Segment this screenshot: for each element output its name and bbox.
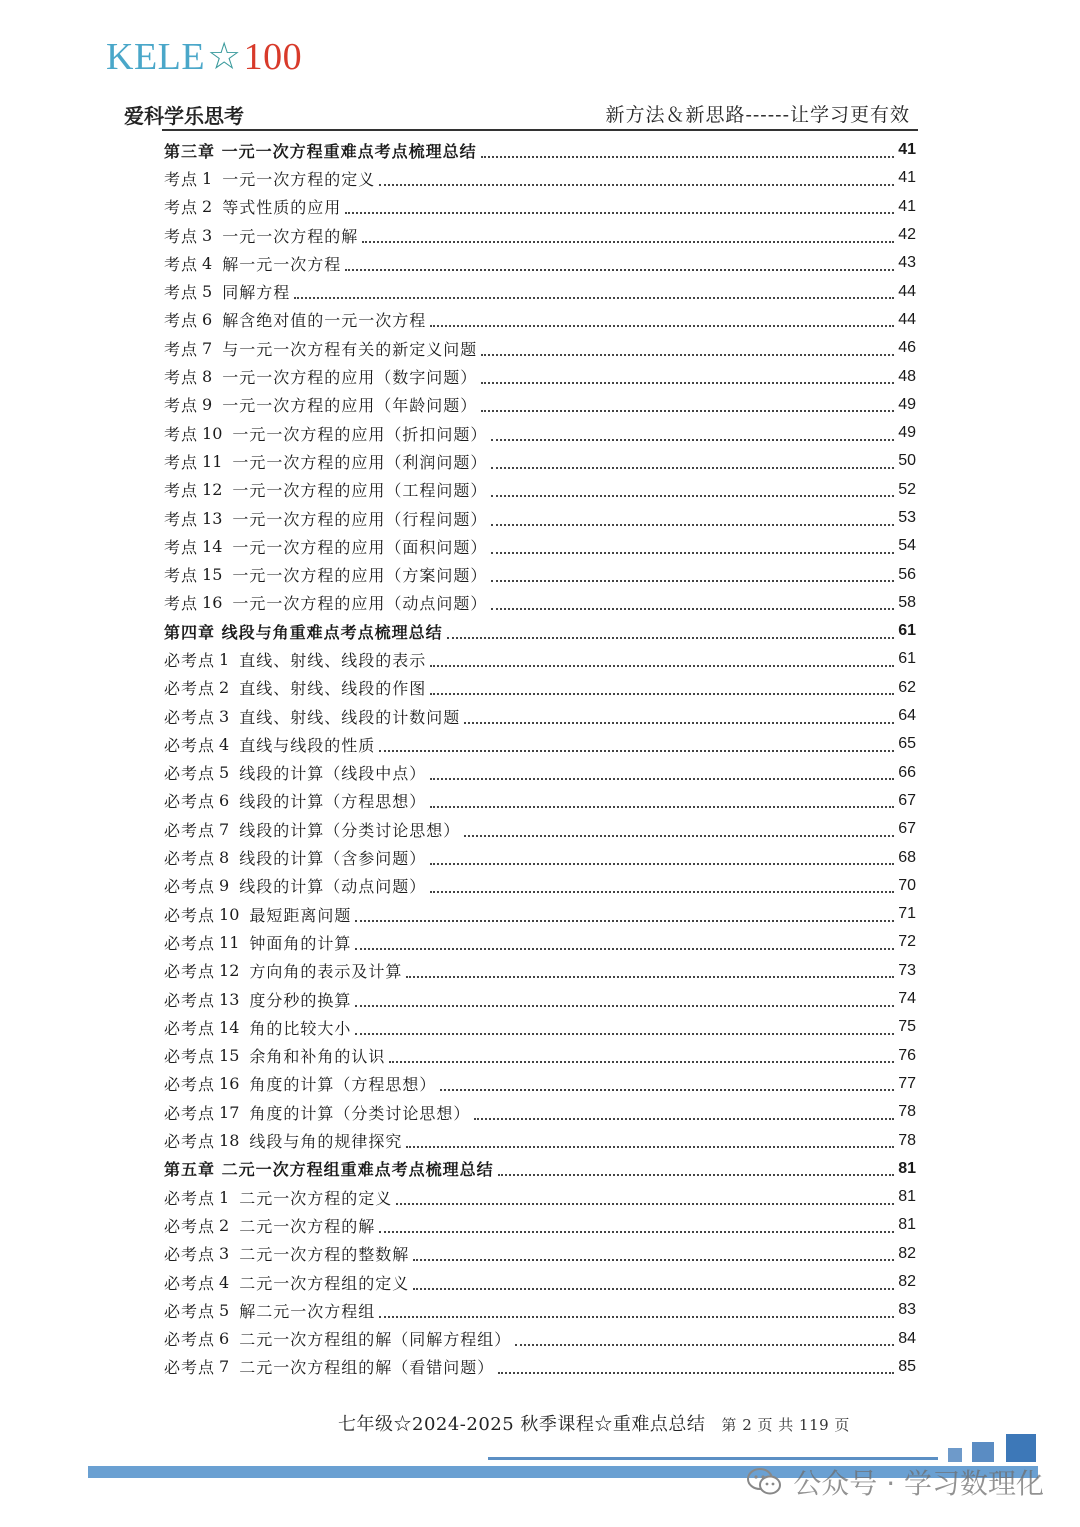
toc-entry[interactable] [164,957,916,985]
logo-kele: KELE [106,36,206,78]
toc-entry-title: 一元一次方程的应用（利润问题） [232,452,488,472]
toc-entry[interactable] [164,1353,916,1381]
toc-entry-title: 一元一次方程的应用（面积问题） [232,537,488,557]
toc-entry-title: 直线、射线、线段的计数问题 [239,707,461,727]
toc-entry-prefix: 考点 [164,226,199,246]
toc-entry[interactable] [164,730,916,758]
toc-entry-number: 3 [219,706,230,726]
toc-entry-number: 12 [219,961,240,981]
toc-page-number: 85 [898,1357,916,1375]
toc-leader-dots [355,919,894,922]
toc-entry-prefix: 考点 [164,368,199,388]
toc-entry-prefix: 考点 [164,254,199,274]
table-of-contents [164,136,916,1381]
toc-leader-dots [481,381,894,384]
toc-entry-number: 1 [219,649,230,669]
toc-entry-title: 同解方程 [222,283,291,303]
toc-entry-number: 17 [219,1102,240,1122]
toc-entry-number: 13 [219,989,240,1009]
toc-entry-prefix: 考点 [164,481,199,501]
toc-entry-title: 二元一次方程组的解（同解方程组） [239,1330,512,1350]
toc-entry-prefix: 必考点 [164,650,216,670]
toc-entry-prefix: 必考点 [164,1047,216,1067]
toc-entry-title: 一元一次方程的应用（工程问题） [232,481,488,501]
toc-leader-dots [491,438,894,441]
toc-entry-title: 钟面角的计算 [249,933,352,953]
toc-entry-prefix: 必考点 [164,1301,216,1321]
toc-page-number: 65 [898,735,916,753]
toc-entry[interactable] [164,843,916,871]
toc-leader-dots [389,1060,894,1063]
toc-entry-title: 一元一次方程的定义 [222,169,376,189]
toc-entry[interactable] [164,249,916,277]
toc-leader-dots [491,466,894,469]
wechat-icon [747,1468,781,1496]
toc-entry-title: 一元一次方程的解 [222,226,359,246]
toc-entry-number: 4 [219,1272,230,1292]
toc-entry-title: 一元一次方程的应用（折扣问题） [232,424,488,444]
toc-entry-title: 一元一次方程的应用（年龄问题） [222,396,478,416]
logo-star-icon: ☆ [207,36,242,78]
toc-leader-dots [413,1258,894,1261]
toc-entry-number: 8 [219,848,230,868]
toc-leader-dots [491,523,894,526]
toc-entry-prefix: 必考点 [164,735,216,755]
toc-leader-dots [379,1230,894,1233]
toc-entry-title: 角度的计算（分类讨论思想） [249,1103,471,1123]
toc-entry-title: 二元一次方程的定义 [239,1188,393,1208]
toc-entry-number: 4 [219,734,230,754]
toc-entry-prefix: 必考点 [164,905,216,925]
toc-leader-dots [430,664,894,667]
toc-page-number: 62 [898,678,916,696]
toc-entry-title: 最短距离问题 [249,905,352,925]
toc-entry[interactable] [164,1013,916,1041]
toc-entry-number: 4 [202,253,213,273]
toc-entry-title: 二元一次方程的解 [239,1216,376,1236]
toc-entry-prefix: 考点 [164,339,199,359]
toc-entry-title: 与一元一次方程有关的新定义问题 [222,339,478,359]
toc-entry[interactable] [164,985,916,1013]
toc-entry[interactable] [164,759,916,787]
toc-page-number: 61 [898,622,916,640]
toc-page-number: 84 [898,1329,916,1347]
toc-leader-dots [491,551,894,554]
toc-entry-title: 线段与角的规律探究 [249,1132,403,1152]
toc-page-number: 77 [898,1074,916,1092]
toc-entry-prefix: 必考点 [164,820,216,840]
toc-page-number: 49 [898,395,916,413]
toc-entry[interactable] [164,1042,916,1070]
toc-entry[interactable] [164,928,916,956]
toc-page-number: 41 [898,169,916,187]
toc-entry-title: 线段的计算（动点问题） [239,877,427,897]
toc-entry-prefix: 必考点 [164,1132,216,1152]
toc-page-number: 82 [898,1244,916,1262]
toc-entry-prefix: 考点 [164,537,199,557]
toc-leader-dots [355,1004,894,1007]
toc-leader-dots [481,155,894,158]
toc-entry-number: 5 [219,1300,230,1320]
toc-entry[interactable] [164,334,916,362]
brand-slogan: 爱科学乐思考 [124,104,244,128]
toc-page-number: 74 [898,990,916,1008]
toc-entry-number: 2 [219,678,230,698]
toc-leader-dots [430,324,894,327]
toc-entry-title: 二元一次方程的整数解 [239,1245,410,1265]
footer-square-large [1006,1434,1036,1462]
toc-entry-title: 二元一次方程组的解（看错问题） [239,1358,495,1378]
toc-entry-number: 13 [202,508,223,528]
toc-page-number: 81 [898,1159,916,1177]
toc-leader-dots [430,862,894,865]
toc-entry-prefix: 考点 [164,311,199,331]
toc-page-number: 44 [898,282,916,300]
toc-page-number: 66 [898,763,916,781]
toc-leader-dots [498,1371,894,1374]
toc-entry[interactable] [164,306,916,334]
toc-leader-dots [430,777,894,780]
toc-entry-prefix: 考点 [164,509,199,529]
toc-entry-prefix: 必考点 [164,1245,216,1265]
toc-page-number: 78 [898,1131,916,1149]
toc-page-number: 83 [898,1301,916,1319]
toc-page-number: 53 [898,509,916,526]
toc-page-number: 48 [898,367,916,385]
toc-entry[interactable] [164,645,916,673]
footer-course-title: 七年级☆2024-2025 秋季课程☆重难点总结 [338,1414,706,1435]
toc-entry-title: 直线、射线、线段的表示 [239,650,427,670]
toc-entry-title: 线段的计算（分类讨论思想） [239,820,461,840]
toc-entry-number: 11 [219,932,240,952]
toc-entry[interactable] [164,1098,916,1126]
toc-entry-title: 角的比较大小 [249,1018,352,1038]
toc-page-number: 67 [898,820,916,838]
toc-entry-prefix: 必考点 [164,1216,216,1236]
toc-entry[interactable] [164,674,916,702]
toc-page-number: 52 [898,480,916,498]
toc-leader-dots [498,1173,894,1176]
toc-entry-number: 16 [219,1074,240,1094]
toc-chapter-label: 第三章 一元一次方程重难点考点梳理总结 [164,141,477,161]
footer-square-medium [972,1442,994,1462]
toc-page-number: 49 [898,424,916,442]
toc-chapter[interactable] [164,617,916,645]
toc-entry[interactable] [164,164,916,192]
toc-entry[interactable] [164,221,916,249]
toc-leader-dots [406,975,894,978]
toc-entry-number: 1 [219,1187,230,1207]
toc-entry-number: 10 [219,904,240,924]
toc-entry-prefix: 必考点 [164,792,216,812]
toc-entry-title: 解含绝对值的一元一次方程 [222,311,427,331]
toc-entry-prefix: 必考点 [164,933,216,953]
toc-entry[interactable] [164,1211,916,1239]
toc-entry-number: 1 [202,168,213,188]
toc-entry-number: 2 [202,197,213,217]
toc-entry[interactable] [164,391,916,419]
toc-entry-title: 余角和补角的认识 [249,1047,386,1067]
toc-entry-prefix: 考点 [164,566,199,586]
toc-entry-prefix: 必考点 [164,1358,216,1378]
toc-leader-dots [413,1287,894,1290]
toc-entry-title: 线段的计算（方程思想） [239,792,427,812]
toc-entry[interactable] [164,277,916,305]
toc-entry-number: 14 [202,536,223,556]
toc-leader-dots [396,1202,894,1205]
toc-entry-title: 一元一次方程的应用（数字问题） [222,368,478,388]
toc-entry[interactable] [164,362,916,390]
toc-entry[interactable] [164,702,916,730]
toc-entry[interactable] [164,560,916,588]
toc-entry-prefix: 必考点 [164,764,216,784]
toc-entry[interactable] [164,532,916,560]
toc-entry-title: 直线、射线、线段的作图 [239,679,427,699]
toc-leader-dots [430,692,894,695]
toc-entry[interactable] [164,447,916,475]
toc-entry-number: 18 [219,1131,240,1151]
toc-page-number: 44 [898,310,916,328]
toc-entry[interactable] [164,419,916,447]
toc-entry-prefix: 考点 [164,424,199,444]
toc-page-number: 68 [898,848,916,866]
toc-leader-dots [491,607,894,610]
toc-chapter-label: 第四章 线段与角重难点考点梳理总结 [164,622,443,642]
watermark [747,1462,1044,1502]
toc-chapter[interactable] [164,136,916,164]
toc-leader-dots [345,268,894,271]
toc-entry-prefix: 必考点 [164,1273,216,1293]
toc-entry-number: 6 [219,791,230,811]
toc-entry-prefix: 必考点 [164,990,216,1010]
toc-leader-dots [464,721,894,724]
toc-leader-dots [481,409,894,412]
toc-entry-prefix: 必考点 [164,707,216,727]
toc-entry[interactable] [164,476,916,504]
toc-page-number: 46 [898,339,916,357]
logo-100: 100 [243,36,303,78]
toc-entry-prefix: 考点 [164,198,199,218]
toc-leader-dots [294,296,894,299]
toc-leader-dots [355,947,894,950]
toc-leader-dots [406,1145,894,1148]
watermark-text: 公众号 · 学习数理化 [793,1467,1044,1500]
toc-page-number: 75 [898,1018,916,1036]
toc-entry-prefix: 必考点 [164,849,216,869]
toc-entry[interactable] [164,1268,916,1296]
toc-page-number: 67 [898,791,916,809]
toc-entry-title: 线段的计算（线段中点） [239,764,427,784]
toc-page-number: 43 [898,254,916,272]
header-motto: 新方法＆新思路------让学习更有效 [605,104,910,126]
toc-entry[interactable] [164,504,916,532]
toc-leader-dots [464,834,894,837]
toc-page-number: 82 [898,1273,916,1291]
toc-entry[interactable] [164,1324,916,1352]
toc-page-number: 72 [898,933,916,951]
toc-entry[interactable] [164,589,916,617]
toc-page-number: 81 [898,1216,916,1234]
toc-leader-dots [447,636,894,639]
toc-entry[interactable] [164,1183,916,1211]
toc-entry-number: 5 [202,282,213,302]
toc-entry-prefix: 必考点 [164,679,216,699]
toc-entry-title: 二元一次方程组的定义 [239,1273,410,1293]
toc-entry-title: 解一元一次方程 [222,254,342,274]
toc-entry-prefix: 考点 [164,594,199,614]
footer-course [338,1410,850,1436]
toc-entry-prefix: 考点 [164,452,199,472]
toc-page-number: 64 [898,707,916,725]
toc-entry-number: 7 [219,1357,230,1377]
toc-chapter[interactable] [164,1155,916,1183]
toc-entry-prefix: 必考点 [164,1188,216,1208]
toc-entry-title: 一元一次方程的应用（行程问题） [232,509,488,529]
toc-entry[interactable] [164,787,916,815]
toc-entry-title: 一元一次方程的应用（动点问题） [232,594,488,614]
toc-entry-number: 9 [202,395,213,415]
toc-entry[interactable] [164,815,916,843]
toc-entry-prefix: 必考点 [164,962,216,982]
toc-entry[interactable] [164,1240,916,1268]
toc-page-number: 78 [898,1103,916,1121]
toc-leader-dots [440,1088,894,1091]
toc-leader-dots [515,1343,894,1346]
toc-entry-number: 6 [202,310,213,330]
toc-page-number: 58 [898,593,916,611]
toc-entry[interactable] [164,193,916,221]
toc-leader-dots [345,211,894,214]
toc-page-number: 41 [898,141,916,159]
toc-entry-title: 度分秒的换算 [249,990,352,1010]
toc-entry-prefix: 考点 [164,396,199,416]
toc-entry-number: 5 [219,763,230,783]
toc-leader-dots [481,353,894,356]
toc-entry-title: 解二元一次方程组 [239,1301,376,1321]
toc-entry-number: 9 [219,876,230,896]
footer-divider [488,1457,938,1460]
toc-entry-number: 2 [219,1215,230,1235]
toc-entry[interactable] [164,1070,916,1098]
toc-page-number: 42 [898,226,916,244]
toc-leader-dots [379,1315,894,1318]
toc-entry-title: 一元一次方程的应用（方案问题） [232,566,488,586]
footer-square-small [948,1448,962,1462]
toc-leader-dots [491,494,894,497]
toc-page-number: 76 [898,1046,916,1064]
toc-page-number: 71 [898,905,916,923]
toc-entry-number: 14 [219,1017,240,1037]
toc-entry-number: 16 [202,593,223,613]
toc-page-number: 54 [898,537,916,555]
toc-entry[interactable] [164,1126,916,1154]
toc-leader-dots [379,749,894,752]
toc-leader-dots [474,1117,894,1120]
toc-page-number: 61 [898,650,916,668]
toc-entry-title: 方向角的表示及计算 [249,962,403,982]
toc-page-number: 56 [898,565,916,583]
toc-entry-number: 3 [219,1244,230,1264]
toc-entry-number: 7 [219,819,230,839]
toc-leader-dots [430,890,894,893]
toc-entry-number: 6 [219,1329,230,1349]
footer-page-info: 第 2 页 共 119 页 [721,1416,850,1434]
toc-entry-prefix: 考点 [164,283,199,303]
toc-page-number: 73 [898,961,916,979]
toc-entry-number: 15 [202,565,223,585]
toc-entry-prefix: 必考点 [164,1330,216,1350]
header-divider [162,129,918,131]
toc-entry-number: 3 [202,225,213,245]
toc-entry-prefix: 必考点 [164,1103,216,1123]
toc-entry[interactable] [164,900,916,928]
toc-page-number: 70 [898,876,916,894]
toc-leader-dots [362,240,894,243]
toc-entry-prefix: 必考点 [164,877,216,897]
toc-entry-number: 12 [202,480,223,500]
toc-leader-dots [430,805,894,808]
toc-page-number: 50 [898,452,916,470]
toc-entry-number: 8 [202,367,213,387]
toc-entry-title: 等式性质的应用 [222,198,342,218]
toc-leader-dots [491,579,894,582]
toc-entry-number: 15 [219,1046,240,1066]
toc-entry-prefix: 考点 [164,169,199,189]
toc-leader-dots [355,1032,894,1035]
toc-entry[interactable] [164,1296,916,1324]
toc-chapter-label: 第五章 二元一次方程组重难点考点梳理总结 [164,1160,494,1180]
toc-entry-number: 7 [202,338,213,358]
toc-page-number: 81 [898,1188,916,1206]
logo [106,38,302,76]
toc-page-number: 41 [898,197,916,215]
toc-entry-prefix: 必考点 [164,1075,216,1095]
toc-entry[interactable] [164,872,916,900]
toc-entry-number: 11 [202,451,223,471]
toc-entry-title: 角度的计算（方程思想） [249,1075,437,1095]
toc-entry-prefix: 必考点 [164,1018,216,1038]
toc-entry-title: 线段的计算（含参问题） [239,849,427,869]
toc-entry-title: 直线与线段的性质 [239,735,376,755]
toc-leader-dots [379,183,894,186]
toc-entry-number: 10 [202,423,223,443]
